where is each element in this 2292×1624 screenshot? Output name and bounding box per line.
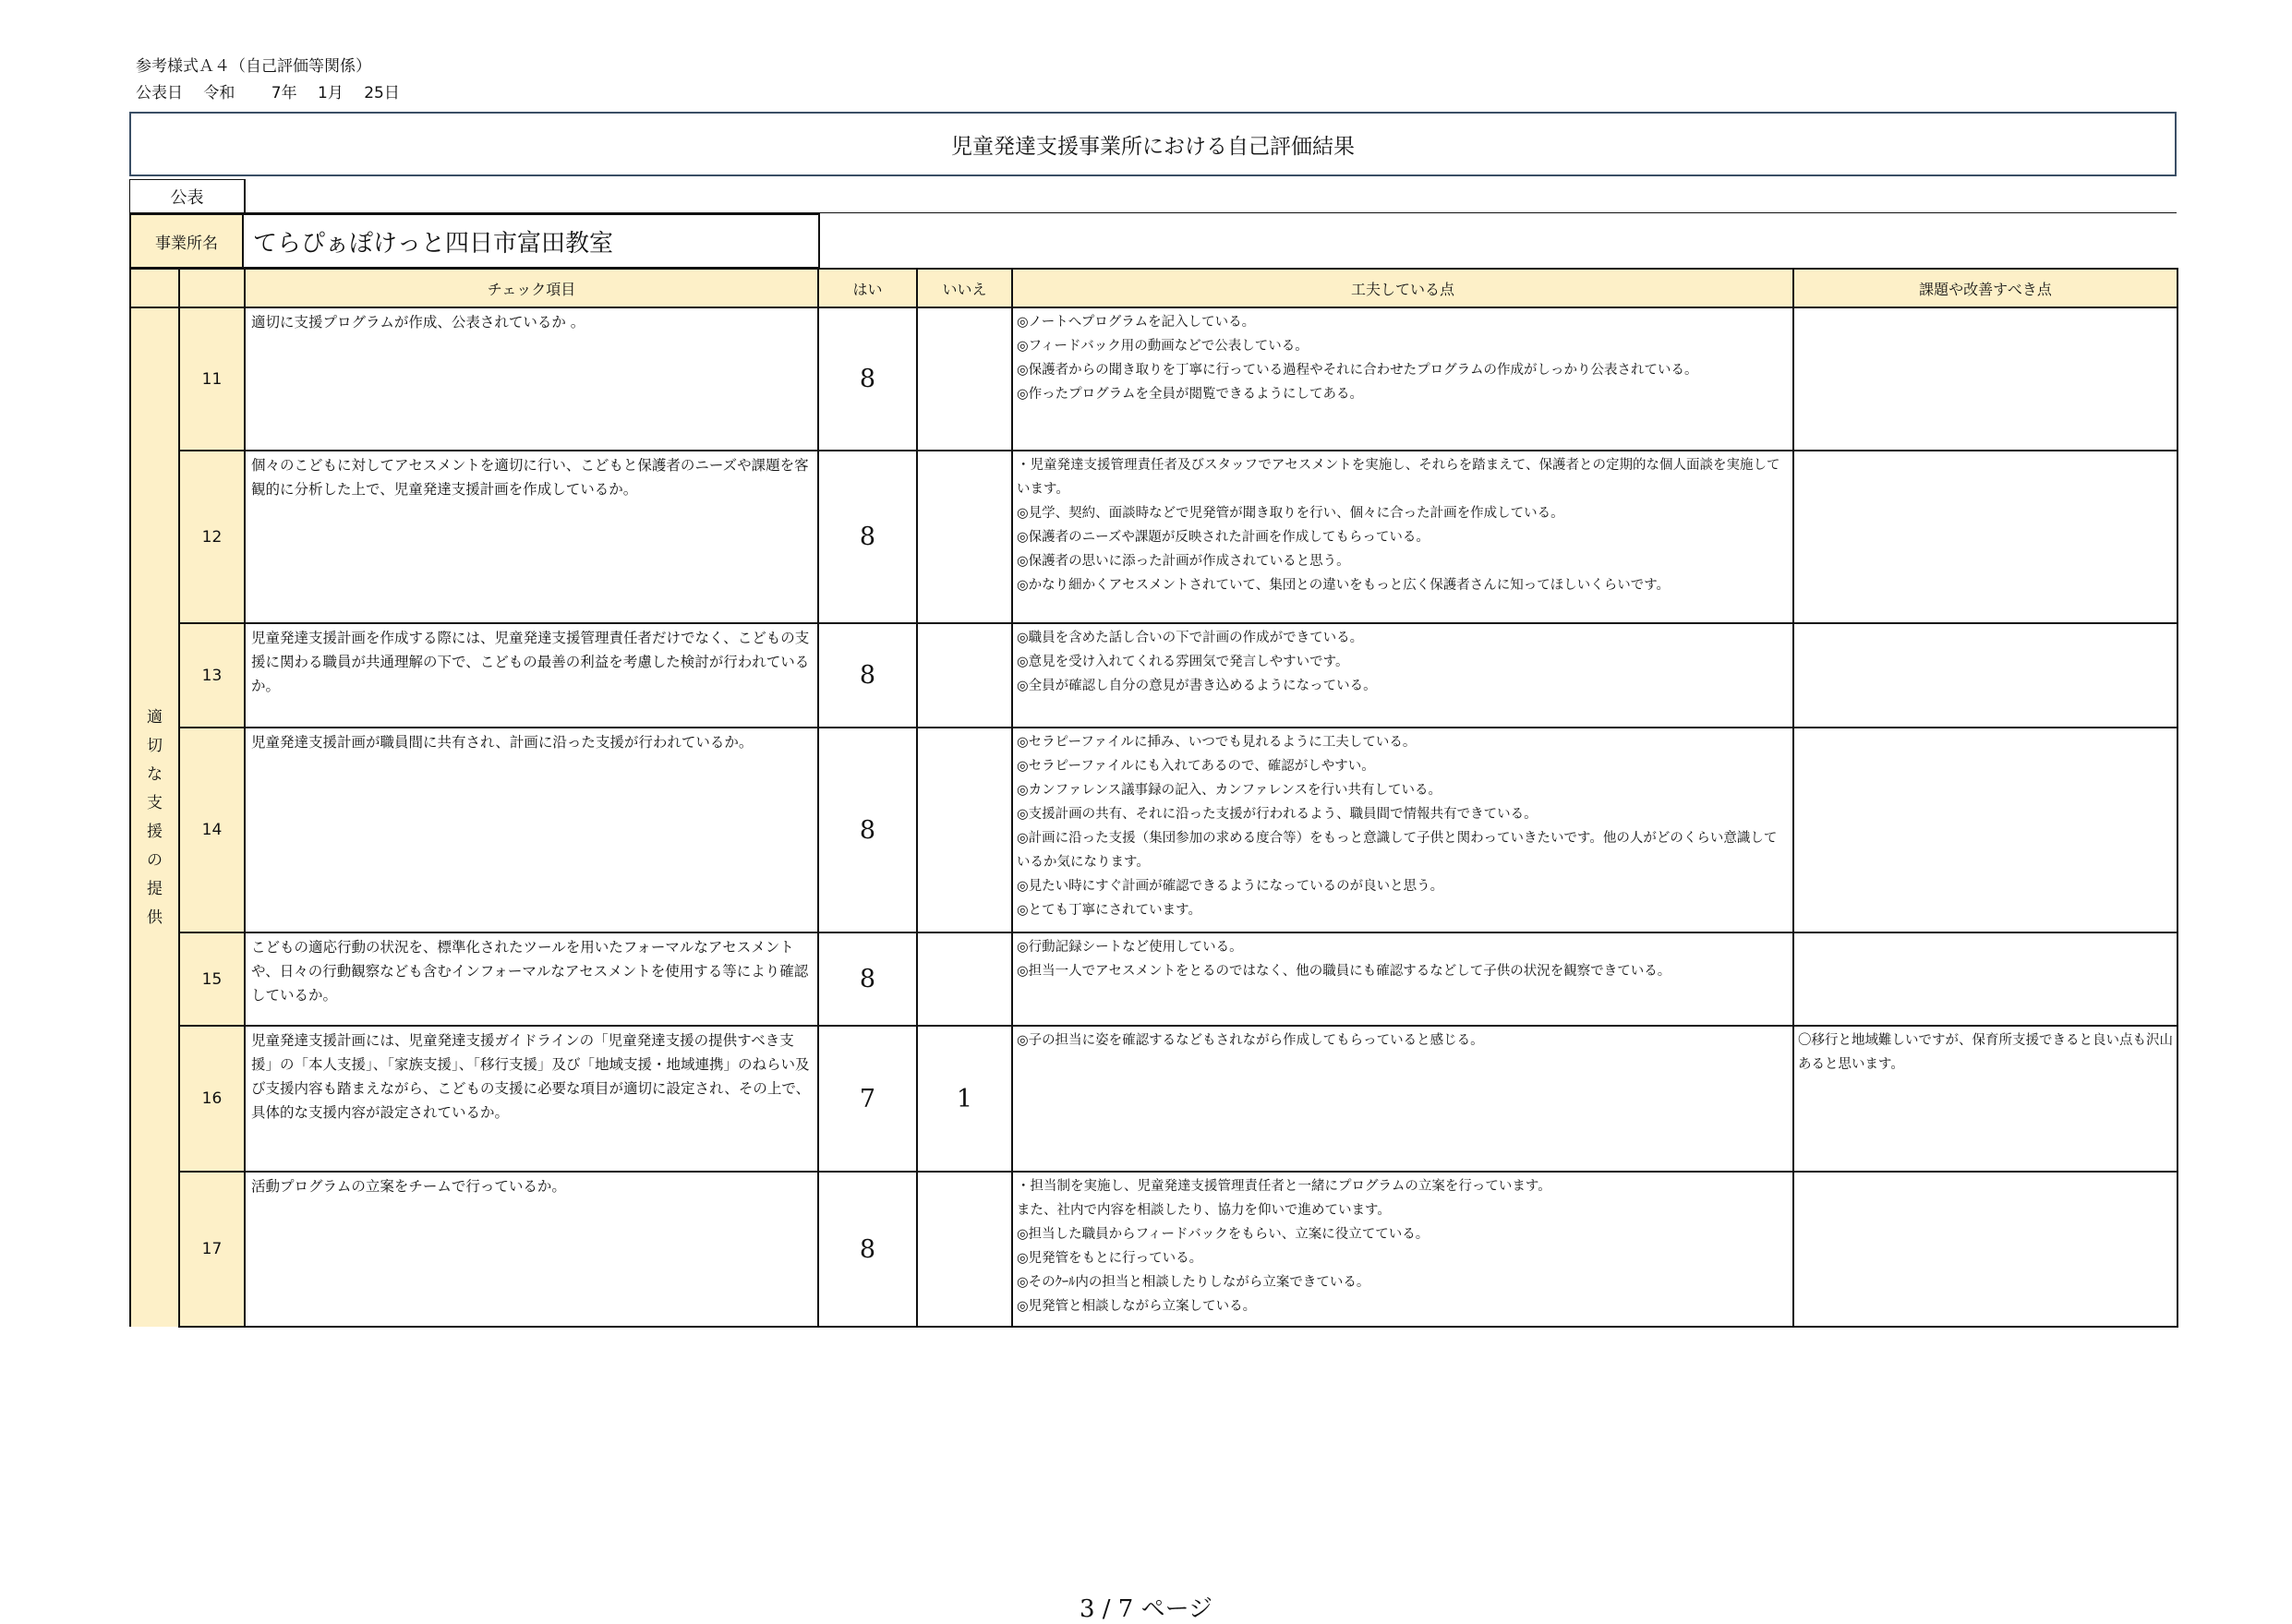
effort-line: ◎ノートへプログラムを記入している。 [1017, 315, 1256, 330]
yes-count: 8 [818, 932, 917, 1026]
no-count: 1 [917, 1026, 1012, 1172]
no-count [917, 623, 1012, 728]
no-count [917, 451, 1012, 623]
effort-line: ◎担当した職員からフィードバックをもらい、立案に役立てている。 [1017, 1227, 1429, 1242]
effort-line: ◎支援計画の共有、それに沿った支援が行われるよう、職員間で情報共有できている。 [1017, 807, 1538, 822]
issue-notes [1793, 307, 2177, 451]
no-count [917, 932, 1012, 1026]
category-char: 適 [147, 707, 163, 727]
check-item-text: 児童発達支援計画には、児童発達支援ガイドラインの「児童発達支援の提供すべき支援」の「本人支援」、「家族支援」、「移行支援」及び「地域支援・地域連携」のねらい及び支援内容も踏まえながら、こどもの支援に必要な項目が適切に設定され、その上で、具体的な支援内容が設定されているか。 [245, 1026, 818, 1172]
effort-line: ◎保護者の思いに添った計画が作成されていると思う。 [1017, 554, 1350, 569]
item-number: 15 [179, 932, 245, 1026]
effort-line: ◎かなり細かくアセスメントされていて、集団との違いをもっと広く保護者さんに知ってほしいくらいです。 [1017, 578, 1671, 593]
effort-line: ◎そのｸｰﾙ内の担当と相談したりしながら立案できている。 [1017, 1275, 1370, 1290]
category-char: 提 [147, 879, 163, 898]
no-count [917, 728, 1012, 932]
effort-line: ◎セラピーファイルにも入れてあるので、確認がしやすい。 [1017, 759, 1375, 774]
no-count [917, 307, 1012, 451]
category-char: の [147, 850, 163, 870]
header-yes: はい [818, 269, 917, 307]
publish-value [244, 179, 2177, 213]
check-item-text: こどもの適応行動の状況を、標準化されたツールを用いたフォーマルなアセスメントや、日々の行動観察なども含むインフォーマルなアセスメントを使用する等により確認しているか。 [245, 932, 818, 1026]
effort-line: ◎子の担当に姿を確認するなどもされながら作成してもらっていると感じる。 [1017, 1033, 1484, 1048]
item-number: 12 [179, 451, 245, 623]
effort-line: ◎児発管をもとに行っている。 [1017, 1251, 1203, 1266]
effort-line: ◎担当一人でアセスメントをとるのではなく、他の職員にも確認するなどして子供の状況を観察できている。 [1017, 964, 1671, 979]
check-item-text: 児童発達支援計画を作成する際には、児童発達支援管理責任者だけでなく、こどもの支援に関わる職員が共通理解の下で、こどもの最善の利益を考慮した検討が行われているか。 [245, 623, 818, 728]
issue-notes [1793, 932, 2177, 1026]
table-header-row [130, 269, 2177, 307]
header-check-item: チェック項目 [245, 269, 818, 307]
issue-notes: 〇移行と地域難しいですが、保育所支援できると良い点も沢山あると思います。 [1793, 1026, 2177, 1172]
yes-count: 8 [818, 623, 917, 728]
table-row [130, 623, 2177, 728]
effort-notes [1012, 1026, 1793, 1172]
evaluation-table [129, 268, 2178, 1328]
check-item-text: 個々のこどもに対してアセスメントを適切に行い、こどもと保護者のニーズや課題を客観的に分析した上で、児童発達支援計画を作成しているか。 [245, 451, 818, 623]
header-blank-number [179, 269, 245, 307]
effort-line: ◎セラピーファイルに挿み、いつでも見れるように工夫している。 [1017, 735, 1417, 750]
header-blank-category [130, 269, 179, 307]
table-row [130, 1172, 2177, 1327]
table-row [130, 1026, 2177, 1172]
effort-line: ◎とても丁寧にされています。 [1017, 903, 1201, 918]
check-item-text: 児童発達支援計画が職員間に共有され、計画に沿った支援が行われているか。 [245, 728, 818, 932]
effort-line: また、社内で内容を相談したり、協力を仰いで進めています。 [1017, 1203, 1391, 1218]
category-char: 援 [147, 822, 163, 841]
yes-count: 8 [818, 1172, 917, 1327]
check-item-text: 活動プログラムの立案をチームで行っているか。 [245, 1172, 818, 1327]
category-char: 支 [147, 793, 163, 812]
header-issue: 課題や改善すべき点 [1793, 269, 2177, 307]
item-number: 11 [179, 307, 245, 451]
issue-notes [1793, 1172, 2177, 1327]
effort-notes [1012, 623, 1793, 728]
effort-line: ◎見学、契約、面談時などで児発管が聞き取りを行い、個々に合った計画を作成している。 [1017, 506, 1564, 521]
publish-label: 公表 [129, 179, 244, 213]
office-name-label: 事業所名 [129, 213, 244, 269]
table-row [130, 932, 2177, 1026]
table-row [130, 451, 2177, 623]
table-row [130, 728, 2177, 932]
yes-count: 8 [818, 451, 917, 623]
effort-line: ◎作ったプログラムを全員が閲覧できるようにしてある。 [1017, 387, 1364, 402]
issue-notes [1793, 623, 2177, 728]
category-char: 供 [147, 908, 163, 927]
effort-line: ・担当制を実施し、児童発達支援管理責任者と一緒にプログラムの立案を行っています。 [1017, 1179, 1551, 1194]
check-item-text: 適切に支援プログラムが作成、公表されているか 。 [245, 307, 818, 451]
effort-line: ◎見たい時にすぐ計画が確認できるようになっているのが良いと思う。 [1017, 879, 1444, 894]
header-effort: 工夫している点 [1012, 269, 1793, 307]
effort-line: ◎全員が確認し自分の意見が書き込めるようになっている。 [1017, 679, 1377, 693]
document-title: 児童発達支援事業所における自己評価結果 [129, 112, 2177, 176]
effort-line: ◎児発管と相談しながら立案している。 [1017, 1299, 1257, 1314]
form-reference: 参考様式Ａ４（自己評価等関係） [136, 57, 371, 76]
effort-line: ◎行動記録シートなど使用している。 [1017, 940, 1243, 955]
effort-notes [1012, 307, 1793, 451]
effort-line: ◎フィードバック用の動画などで公表している。 [1017, 339, 1309, 354]
effort-notes [1012, 932, 1793, 1026]
effort-line: ◎保護者のニーズや課題が反映された計画を作成してもらっている。 [1017, 530, 1429, 545]
item-number: 16 [179, 1026, 245, 1172]
effort-line: ・児童発達支援管理責任者及びスタッフでアセスメントを実施し、それらを踏まえて、保護者との定期的な個人面談を実施しています。 [1017, 458, 1780, 497]
yes-count: 8 [818, 307, 917, 451]
category-label [130, 307, 179, 1327]
effort-notes [1012, 728, 1793, 932]
no-count [917, 1172, 1012, 1327]
item-number: 13 [179, 623, 245, 728]
item-number: 17 [179, 1172, 245, 1327]
category-char: な [147, 764, 163, 784]
effort-line: ◎保護者からの聞き取りを丁寧に行っている過程やそれに合わせたプログラムの作成がしっかり公表されている。 [1017, 363, 1698, 378]
effort-line: ◎カンファレンス議事録の記入、カンファレンスを行い共有している。 [1017, 783, 1442, 798]
yes-count: 7 [818, 1026, 917, 1172]
effort-line: ◎職員を含めた話し合いの下で計画の作成ができている。 [1017, 631, 1364, 645]
effort-line: ◎計画に沿った支援（集団参加の求める度合等）をもっと意識して子供と関わっていきたいです。他の人がどのくらい意識しているか気になります。 [1017, 831, 1778, 870]
category-char: 切 [147, 736, 163, 755]
effort-notes [1012, 451, 1793, 623]
publication-date: 公表日 令和 7年 1月 25日 [136, 84, 400, 102]
yes-count: 8 [818, 728, 917, 932]
page-number: 3 / 7 ページ [1079, 1595, 1213, 1623]
issue-notes [1793, 451, 2177, 623]
table-row [130, 307, 2177, 451]
item-number: 14 [179, 728, 245, 932]
office-name: てらぴぁぽけっと四日市富田教室 [244, 213, 820, 269]
effort-line: ◎意見を受け入れてくれる雰囲気で発言しやすいです。 [1017, 655, 1349, 669]
issue-notes [1793, 728, 2177, 932]
header-no: いいえ [917, 269, 1012, 307]
effort-notes [1012, 1172, 1793, 1327]
